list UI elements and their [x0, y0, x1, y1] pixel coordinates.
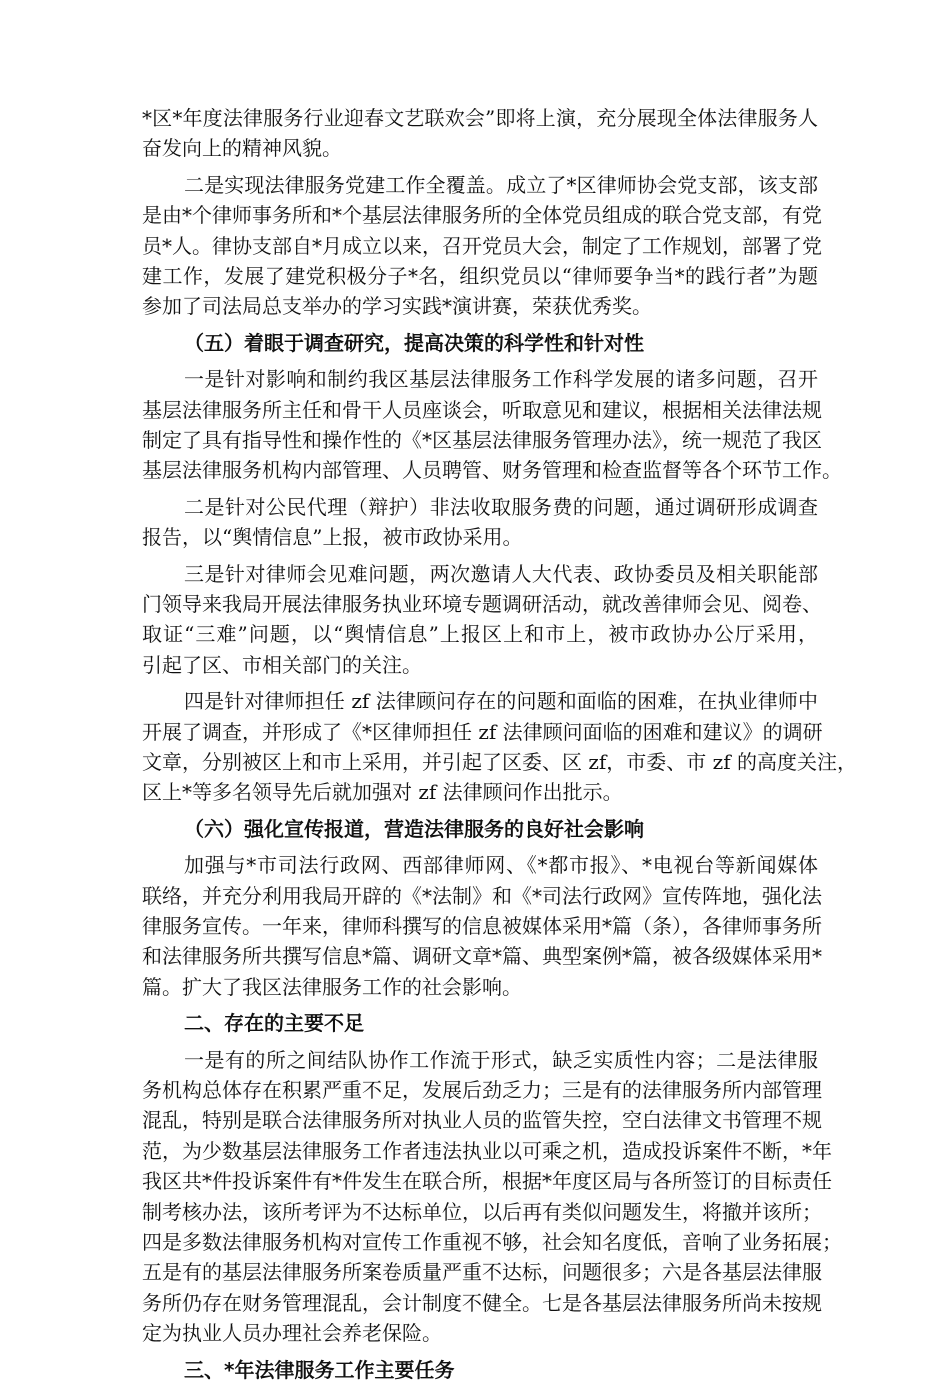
paragraph-line: 三是针对律师会见难问题，两次邀请人大代表、政协委员及相关职能部	[184, 562, 818, 586]
paragraph-line: 一是有的所之间结队协作工作流于形式，缺乏实质性内容；二是法律服	[184, 1048, 818, 1072]
paragraph-line: 四是针对律师担任 zf 法律顾问存在的问题和面临的困难，在执业律师中	[184, 689, 818, 713]
section-heading: （六）强化宣传报道，营造法律服务的良好社会影响	[184, 817, 644, 841]
paragraph-line: 篇。扩大了我区法律服务工作的社会影响。	[142, 975, 522, 999]
paragraph-line: 范，为少数基层法律服务工作者违法执业以可乘之机，造成投诉案件不断，*年	[142, 1139, 832, 1163]
paragraph-line: 和法律服务所共撰写信息*篇、调研文章*篇、典型案例*篇，被各级媒体采用*	[142, 944, 822, 968]
paragraph-line: *区*年度法律服务行业迎春文艺联欢会”即将上演，充分展现全体法律服务人	[142, 106, 818, 130]
paragraph-line: 门领导来我局开展法律服务执业环境专题调研活动，就改善律师会见、阅卷、	[142, 592, 822, 616]
paragraph-line: 我区共*件投诉案件有*件发生在联合所，根据*年度区局与各所签订的目标责任	[142, 1169, 832, 1193]
paragraph-line: 务所仍存在财务管理混乱，会计制度不健全。七是各基层法律服务所尚未按规	[142, 1291, 822, 1315]
paragraph-line: 五是有的基层法律服务所案卷质量严重不达标，问题很多；六是各基层法律服	[142, 1260, 822, 1284]
section-heading: 三、*年法律服务工作主要任务	[184, 1358, 455, 1382]
paragraph-line: 一是针对影响和制约我区基层法律服务工作科学发展的诸多问题，召开	[184, 367, 818, 391]
paragraph-line: 基层法律服务所主任和骨干人员座谈会，听取意见和建议，根据相关法律法规	[142, 398, 822, 422]
section-heading: （五）着眼于调查研究，提高决策的科学性和针对性	[184, 331, 644, 355]
paragraph-line: 取证“三难”问题，以“舆情信息”上报区上和市上，被市政协办公厅采用，	[142, 622, 818, 646]
paragraph-line: 是由*个律师事务所和*个基层法律服务所的全体党员组成的联合党支部，有党	[142, 203, 822, 227]
paragraph-line: 引起了区、市相关部门的关注。	[142, 653, 422, 677]
paragraph-line: 制考核办法，该所考评为不达标单位，以后再有类似问题发生，将撤并该所；	[142, 1200, 822, 1224]
paragraph-line: 区上*等多名领导先后就加强对 zf 法律顾问作出批示。	[142, 780, 623, 804]
paragraph-line: 四是多数法律服务机构对宣传工作重视不够，社会知名度低，音响了业务拓展；	[142, 1230, 842, 1254]
paragraph-line: 基层法律服务机构内部管理、人员聘管、财务管理和检查监督等各个环节工作。	[142, 458, 842, 482]
paragraph-line: 联络，并充分利用我局开辟的《*法制》和《*司法行政网》宣传阵地，强化法	[142, 884, 822, 908]
section-heading: 二、存在的主要不足	[184, 1011, 364, 1035]
paragraph-line: 报告，以“舆情信息”上报，被市政协采用。	[142, 525, 523, 549]
paragraph-line: 二是实现法律服务党建工作全覆盖。成立了*区律师协会党支部，该支部	[184, 173, 818, 197]
paragraph-line: 建工作，发展了建党积极分子*名，组织党员以“律师要争当*的践行者”为题	[142, 264, 818, 288]
paragraph-line: 开展了调查，并形成了《*区律师担任 zf 法律顾问面临的困难和建议》的调研	[142, 720, 823, 744]
paragraph-line: 参加了司法局总支举办的学习实践*演讲赛，荣获优秀奖。	[142, 294, 652, 318]
paragraph-line: 律服务宣传。一年来，律师科撰写的信息被媒体采用*篇（条），各律师事务所	[142, 914, 822, 938]
paragraph-line: 奋发向上的精神风貌。	[142, 136, 342, 160]
paragraph-line: 文章，分别被区上和市上采用，并引起了区委、区 zf，市委、市 zf 的高度关注，	[142, 750, 857, 774]
paragraph-line: 加强与*市司法行政网、西部律师网、《*都市报》、*电视台等新闻媒体	[184, 853, 818, 877]
paragraph-line: 员*人。律协支部自*月成立以来，召开党员大会，制定了工作规划，部署了党	[142, 234, 822, 258]
paragraph-line: 定为执业人员办理社会养老保险。	[142, 1321, 442, 1345]
paragraph-line: 制定了具有指导性和操作性的《*区基层法律服务管理办法》，统一规范了我区	[142, 428, 822, 452]
paragraph-line: 二是针对公民代理（辩护）非法收取服务费的问题，通过调研形成调查	[184, 495, 818, 519]
paragraph-line: 混乱，特别是联合法律服务所对执业人员的监管失控，空白法律文书管理不规	[142, 1108, 822, 1132]
paragraph-line: 务机构总体存在积累严重不足，发展后劲乏力；三是有的法律服务所内部管理	[142, 1078, 822, 1102]
